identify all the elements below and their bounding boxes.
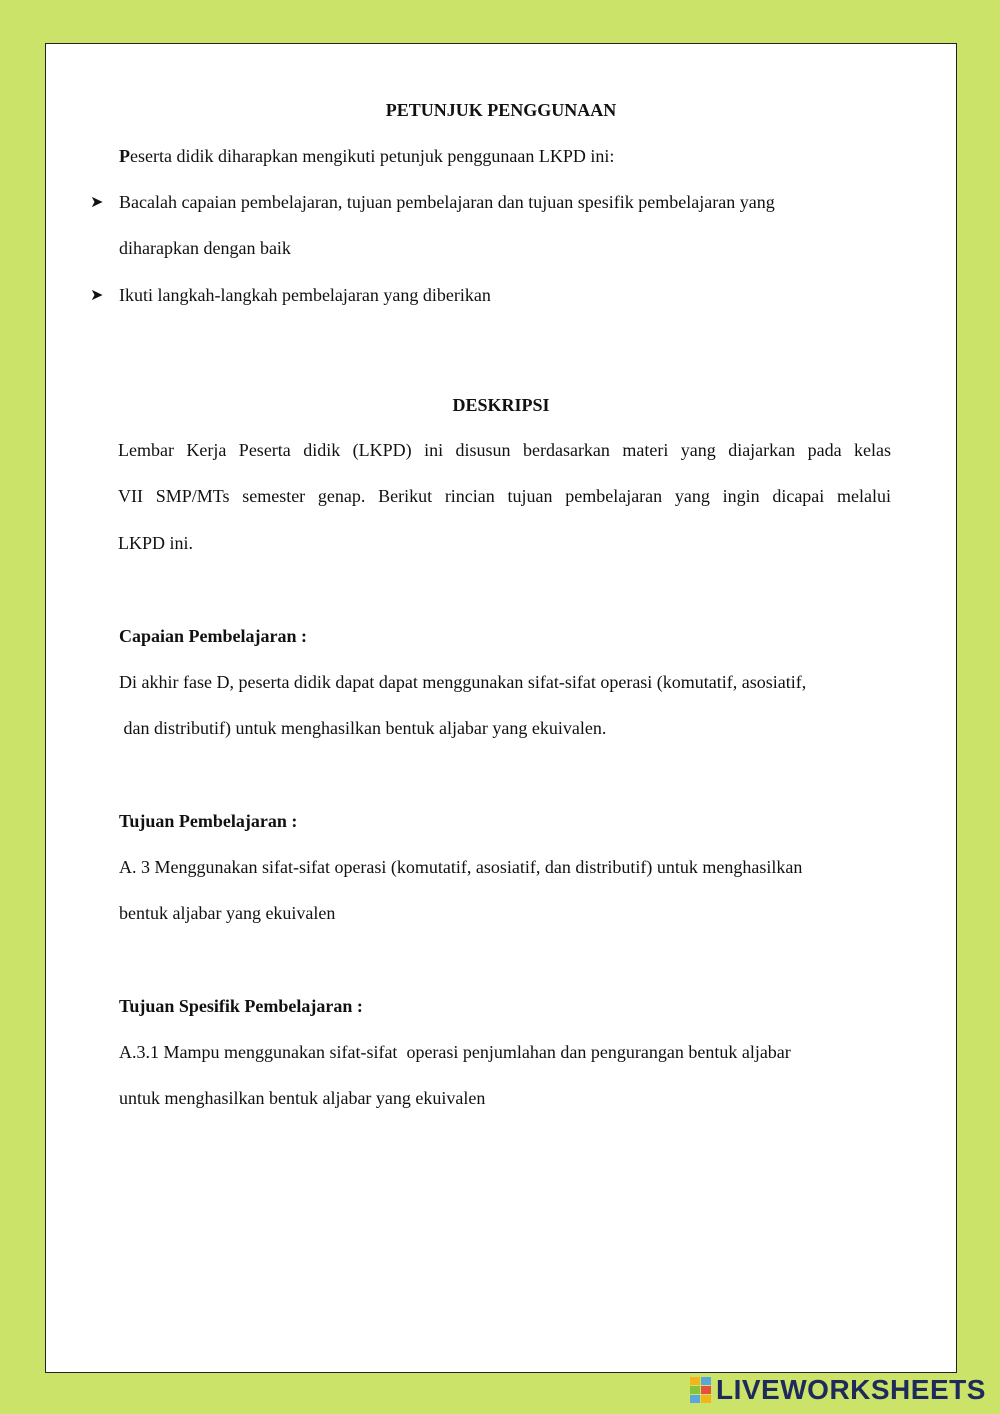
deskripsi-line-1: Lembar Kerja Peserta didik (LKPD) ini disusun berdasarkan materi yang diajarkan pada kelas xyxy=(118,440,891,460)
spesifik-heading: Tujuan Spesifik Pembelajaran : xyxy=(119,996,363,1016)
bullet-1-line-1: Bacalah capaian pembelajaran, tujuan pembelajaran dan tujuan spesifik pembelajaran yang xyxy=(119,192,775,212)
tujuan-line-1: A. 3 Menggunakan sifat-sifat operasi (komutatif, asosiatif, dan distributif) untuk menghasilkan xyxy=(119,857,803,877)
spesifik-line-2: untuk menghasilkan bentuk aljabar yang ekuivalen xyxy=(119,1088,486,1108)
tujuan-line-2: bentuk aljabar yang ekuivalen xyxy=(119,903,336,923)
liveworksheets-watermark xyxy=(690,1373,986,1407)
petunjuk-title: PETUNJUK PENGGUNAAN xyxy=(385,100,617,120)
capaian-line-1: Di akhir fase D, peserta didik dapat dapat menggunakan sifat-sifat operasi (komutatif, asosiatif, xyxy=(119,672,807,692)
intro-initial: P xyxy=(119,146,130,166)
bullet-2-line-1: Ikuti langkah-langkah pembelajaran yang diberikan xyxy=(119,285,491,305)
bullet-arrow-icon: ➤ xyxy=(90,192,104,211)
spesifik-line-1: A.3.1 Mampu menggunakan sifat-sifat operasi penjumlahan dan pengurangan bentuk aljabar xyxy=(119,1042,791,1062)
liveworksheets-text: LIVEWORKSHEETS xyxy=(716,1374,986,1405)
document-page xyxy=(45,43,957,1373)
intro-rest: eserta didik diharapkan mengikuti petunjuk penggunaan LKPD ini: xyxy=(130,146,615,166)
bullet-arrow-icon: ➤ xyxy=(90,285,104,304)
deskripsi-line-3: LKPD ini. xyxy=(118,533,194,553)
liveworksheets-logo-icon xyxy=(690,1377,712,1403)
capaian-heading: Capaian Pembelajaran : xyxy=(119,626,307,646)
capaian-line-2: dan distributif) untuk menghasilkan bentuk aljabar yang ekuivalen. xyxy=(119,718,607,738)
petunjuk-intro xyxy=(119,145,614,167)
deskripsi-line-2: VII SMP/MTs semester genap. Berikut rincian tujuan pembelajaran yang ingin dicapai melalui xyxy=(118,486,891,506)
tujuan-heading: Tujuan Pembelajaran : xyxy=(119,811,298,831)
bullet-1-line-2: diharapkan dengan baik xyxy=(119,238,291,258)
deskripsi-title: DESKRIPSI xyxy=(452,395,550,415)
